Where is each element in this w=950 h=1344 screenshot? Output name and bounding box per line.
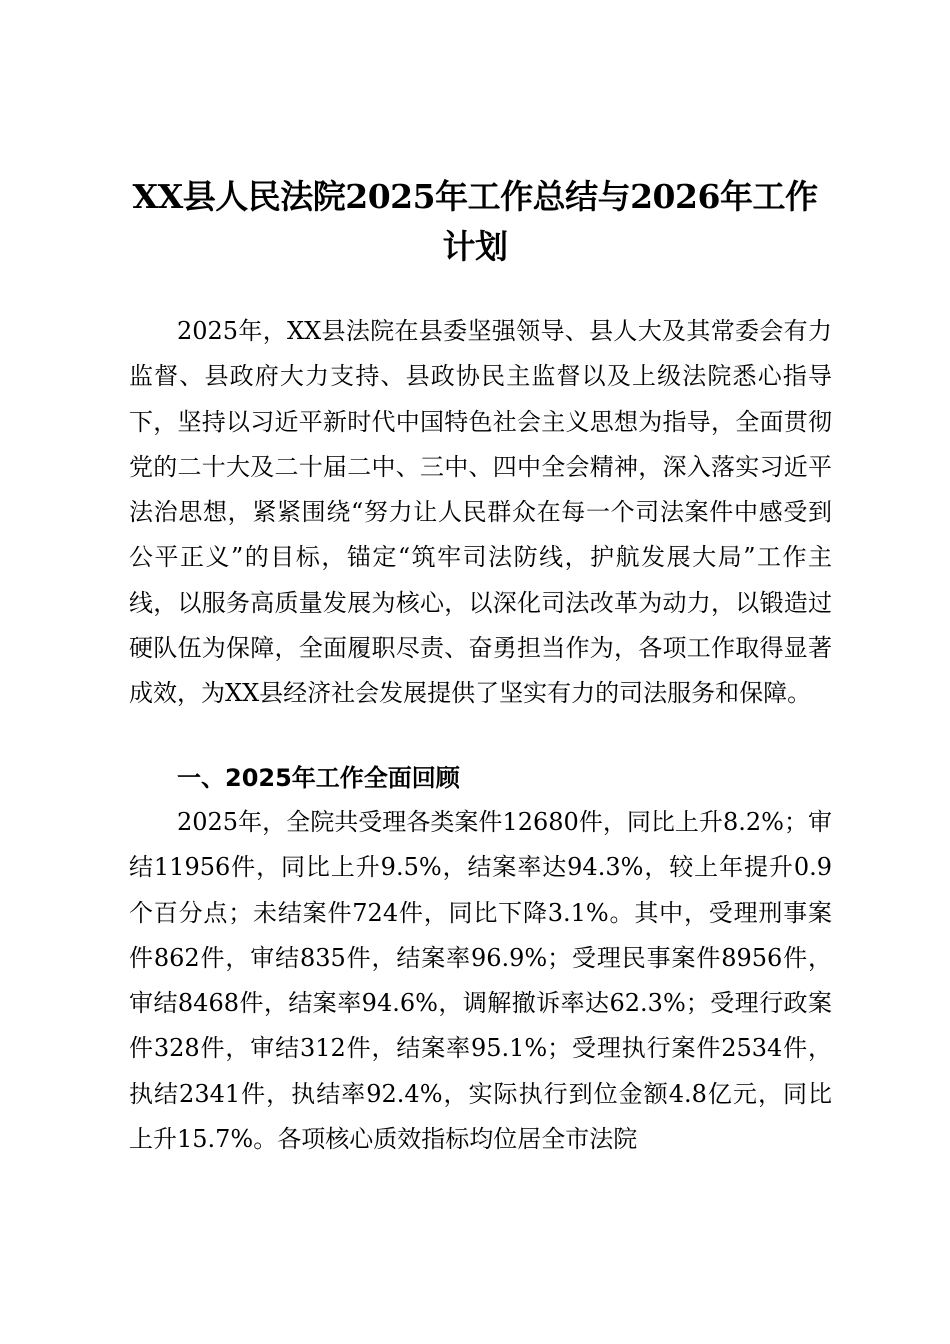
section-heading: 一、2025年工作全面回顾 <box>177 764 460 792</box>
document-title: XX县人民法院2025年工作总结与2026年工作计划 <box>132 177 818 267</box>
intro-paragraph: 2025年，XX县法院在县委坚强领导、县人大及其常委会有力监督、县政府大力支持、县政协民主监督以及上级法院悉心指导下，坚持以习近平新时代中国特色社会主义思想为指导，全面贯彻党的二十大及二十届二中、三中、四中全会精神，深入落实习近平法治思想，紧紧围绕“努力让人民群众在每一个司法案件中感受到公平正义”的目标，锚定“筑牢司法防线，护航发展大局”工作主线，以服务高质量发展为核心，以深化司法改革为动力，以锻造过硬队伍为保障，全面履职尽责、奋勇担当作为，各项工作取得显著成效，为XX县经济社会发展提供了坚实有力的司法服务和保障。 <box>129 317 832 708</box>
section-paragraph: 2025年，全院共受理各类案件12680件，同比上升8.2%；审结11956件，同比上升9.5%，结案率达94.3%，较上年提升0.9个百分点；未结案件724件，同比下降3.1%。其中，受理刑事案件862件，审结835件，结案率96.9%；受理民事案件8956件，审结8468件，结案率94.6%，调解撤诉率达62.3%；受理行政案件328件，审结312件，结案率95.1%；受理执行案件2534件，执结2341件，执结率92.4%，实际执行到位金额4.8亿元，同比上升15.7%。各项核心质效指标均位居全市法院 <box>129 808 832 1154</box>
